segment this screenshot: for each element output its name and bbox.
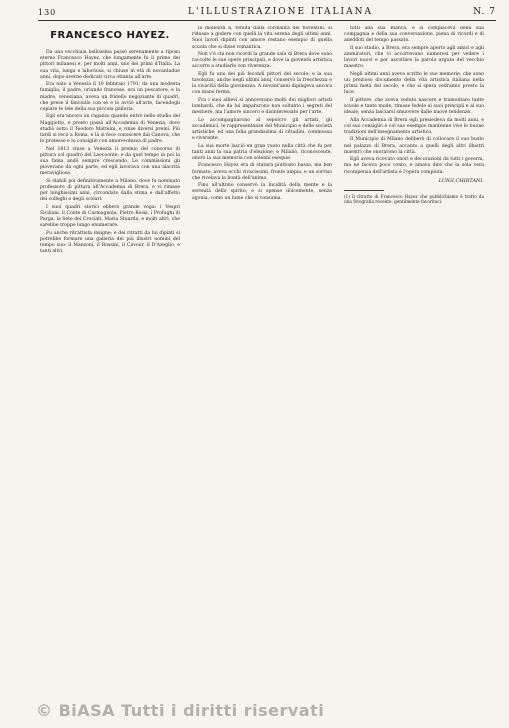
paragraph: la mollezza li, tenuta dalla cordialità dei fiorentini, si ridusse a godere con quelli la vita serena degli ultimi anni. Suoi lavori dipinti con amore restano esempio di quella scuola che si disse romantica. bbox=[192, 26, 332, 50]
paragraph: Il suo studio, a Brera, era sempre aperto agli amici e agli ammiratori, che vi accorrevano numerosi per vedere i lavori nuovi e per ascoltare la parola arguta del vecchio maestro. bbox=[344, 45, 484, 70]
paragraph: Egli fu uno dei più fecondi pittori del secolo; e la sua tavolozza, anche negli ultimi anni, conservò la freschezza e la vivacità della giovinezza. A novant'anni dipingeva ancora con mano ferma. bbox=[192, 71, 332, 96]
paragraph: La sua morte lasciò un gran vuoto nella città che fu per tanti anni la sua patria d'elezione; e Milano, riconoscente, onorò la sua memoria con solenni esequie. bbox=[192, 143, 332, 161]
text-column-1 bbox=[40, 26, 180, 686]
text-column-2 bbox=[192, 26, 332, 686]
footnote: (1) Il ritratto di Francesco Hayez che pubblichiamo è tratto da una fotografia recente, gentilmente favoritaci. bbox=[344, 194, 484, 205]
page-number: 130 bbox=[38, 8, 57, 17]
text-column-3 bbox=[344, 26, 484, 686]
page-header bbox=[38, 6, 496, 20]
paragraph: Lo accompagnarono al sepolcro gli artisti, gli accademici, le rappresentanze del Municipio e delle società artistiche, ed una folla grandissima di cittadini, commossa e riverente. bbox=[192, 117, 332, 142]
author-signature: LUIGI CHIRTANI. bbox=[438, 177, 484, 184]
paragraph: Si stabilì poi definitivamente a Milano, dove fu nominato professore di pittura all'Accademia di Brera, e vi rimase per lunghissimi anni, circondato dalla stima e dall'affetto dei colleghi e degli scolari. bbox=[40, 178, 180, 203]
issue-number: N. 7 bbox=[473, 7, 496, 17]
column-3-body bbox=[344, 26, 484, 176]
paragraph: Fu anche ritrattista insigne; e dei ritratti da lui dipinti si potrebbe formare una galleria dei più illustri uomini del tempo suo: il Manzoni, il Rossini, il Cavour, il D'Azeglio, e tanti altri. bbox=[40, 230, 180, 255]
footnote-rule bbox=[344, 190, 384, 191]
column-2-body bbox=[192, 26, 332, 202]
paragraph: Fra i suoi allievi si annoverano molti dei migliori artisti lombardi, che da lui impararono non soltanto i segreti del mestiere, ma l'amore sincero e disinteressato per l'arte. bbox=[192, 97, 332, 116]
paragraph: Francesco Hayez era di statura piuttosto bassa, ma ben formato; aveva occhi vivacissimi, fronte ampia, e un sorriso che rivelava la bontà dell'animo. bbox=[192, 163, 332, 181]
copyright-watermark: © BiASA Tutti i diritti riservati bbox=[36, 700, 325, 720]
magazine-title: L'ILLUSTRAZIONE ITALIANA bbox=[188, 7, 373, 17]
paragraph: Il Municipio di Milano deliberò di collocare il suo busto nel palazzo di Brera, accanto a quelli degli altri illustri maestri che onorarono la città. bbox=[344, 137, 484, 155]
paragraph: I suoi quadri storici ebbero grande voga: i Vespri Siciliani, il Conte di Carmagnola, Pietro Rossi, i Profughi di Parga, la Sete dei Crociati, Maria Stuarda, e molti altri, che sarebbe troppo lungo enumerare. bbox=[40, 204, 180, 229]
paragraph: Non v'è chi non ricordi la grande sala di Brera dove sono raccolte le sue opere principali, e dove la gioventù artistica accorre a studiarle con riverenza. bbox=[192, 52, 332, 70]
header-rule bbox=[38, 20, 496, 21]
paragraph: Alla Accademia di Brera egli presiedeva da molti anni, e col suo consiglio e col suo esempio mantenne vive le buone tradizioni dell'insegnamento artistico. bbox=[344, 117, 484, 135]
paragraph: Egli era ancora un ragazzo quando entrò nello studio del Maggiotto, e presto passò all'Accademia di Venezia, dove studiò sotto il Teodoro Matteini, e vinse diversi premi. Più tardi si recò a Roma, e là si fece conoscere dal Canova, che lo protesse e lo consigliò con amorevolezza di padre. bbox=[40, 114, 180, 145]
paragraph: Negli ultimi anni aveva scritto le sue memorie, che sono un prezioso documento della vita artistica italiana nella prima metà del secolo, e che si spera vedranno presto la luce. bbox=[344, 71, 484, 96]
paragraph: Nel 1813 vinse a Venezia il premio del concorso di pittura col quadro del Laocoonte; e da quel tempo in poi la sua fama andò sempre crescendo. Le commissioni gli piovevano da ogni parte, ed egli lavorava con una alacrità meravigliosa. bbox=[40, 146, 180, 177]
paragraph: Era nato a Venezia il 10 febbraio 1791, da una modesta famiglia; il padre, oriundo francese, era un pescatore, e la madre, veneziana, aveva un fratello negoziante di quadri, che prese il fanciullo con sè e lo avviò all'arte, facendogli copiare le tele della sua piccola galleria. bbox=[40, 82, 180, 113]
column-1-body bbox=[40, 50, 180, 256]
paragraph: Il pittore, che aveva veduto nascere e tramontare tante scuole e tante mode, rimase fedele ai suoi principii e al suo ideale, senza lasciarsi smuovere dalle nuove tendenze. bbox=[344, 97, 484, 116]
paragraph: Da una vecchiaia bellissima passò serenamente a riposo eterno Francesco Hayez, che lungamente fu il primo dei pittori milanesi e, per molti anni, uno dei primi d'Italia. La sua vita, lunga e laboriosa, si chiuse in età di novantadue anni, dopo averne dedicati circa ottanta all'arte. bbox=[40, 50, 180, 80]
paragraph: tutti alla sua Bianca, e si compiaceva della sua compagnia e della sua conversazione, piena di ricordi e di aneddoti del tempo passato. bbox=[344, 26, 484, 44]
paragraph: Egli aveva ricevuto onori e decorazioni da tutti i governi, ma ne faceva poco conto, e amava dire che la sola vera ricompensa dell'artista è l'opera compiuta. bbox=[344, 157, 484, 175]
paragraph: Fino all'ultimo conservò la lucidità della mente e la serenità dello spirito; e si spense dolcemente, senza agonia, come un lume che si consuma. bbox=[192, 183, 332, 201]
article-title: FRANCESCO HAYEZ. bbox=[50, 30, 170, 41]
